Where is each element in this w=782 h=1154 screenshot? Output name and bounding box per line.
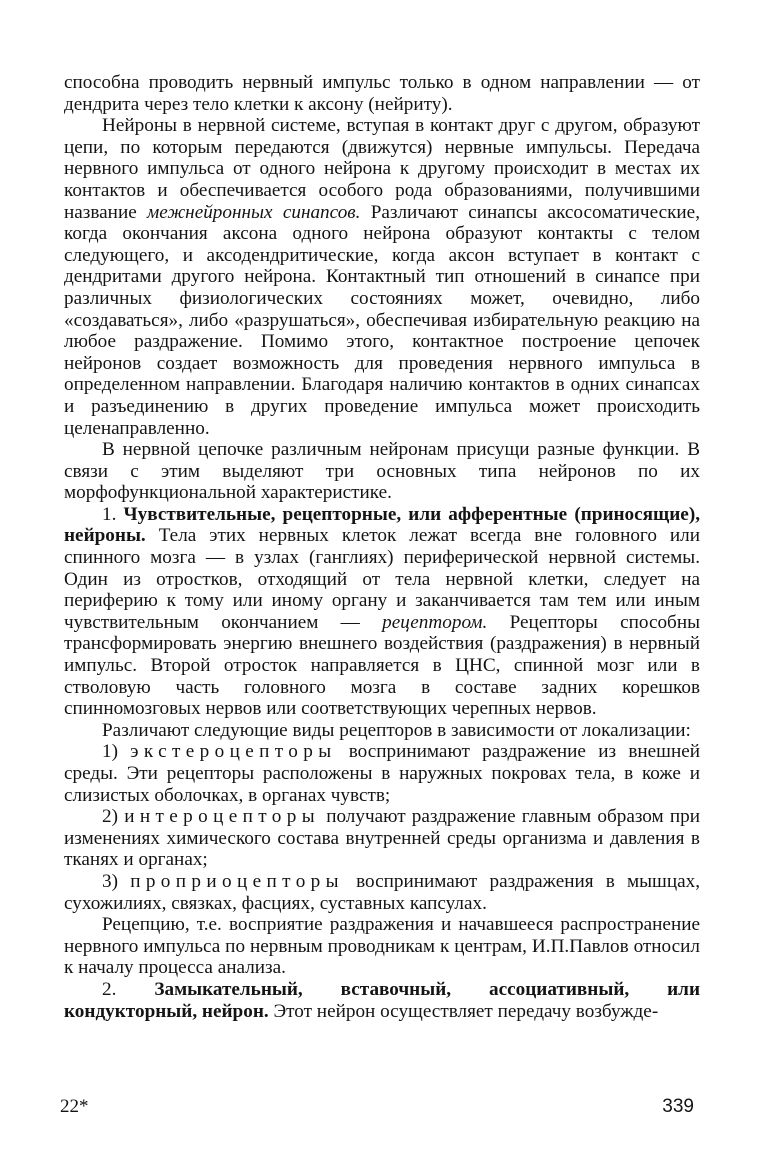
paragraph bbox=[64, 720, 700, 742]
page-text bbox=[64, 72, 700, 1022]
text-run: получают раздражение главным образом при изменениях химического состава внутренней среды организма и давления в тканях и органах; bbox=[64, 806, 701, 871]
list-item bbox=[64, 871, 700, 914]
text-run: воспринимают раздражение из внешней среды. Эти рецепторы расположены в наружных покровах тела, в коже и слизистых оболочках, в органах чувств; bbox=[64, 741, 700, 806]
bold-heading: Чувствительные, рецепторные, или афферентные (приносящие), нейроны. bbox=[64, 503, 700, 547]
item-number: 1) bbox=[102, 741, 131, 763]
paragraph bbox=[64, 115, 700, 439]
text-run: способна проводить нервный импульс только в одном направлении — от дендрита через тело клетки к аксону (нейриту). bbox=[64, 72, 700, 115]
text-run: В нервной цепочке различным нейронам присущи разные функции. В связи с этим выделяют три основных типа нейронов по их морфофункциональной характеристике. bbox=[64, 439, 700, 504]
paragraph bbox=[64, 979, 700, 1022]
text-run: воспринимают раздражения в мышцах, сухожилиях, связках, фасциях, суставных капсулах. bbox=[64, 870, 700, 914]
list-item bbox=[64, 806, 700, 871]
italic-term: межнейронных синапсов. bbox=[147, 201, 361, 223]
paragraph bbox=[64, 439, 700, 504]
text-run: Нейроны в нервной системе, вступая в контакт друг с другом, образуют цепи, по которым передаются (движутся) нервные импульсы. Передача нервного импульса от одного нейрона к другому происходит в местах их контактов и обеспечивается особого рода образованиями, получившими название bbox=[64, 115, 700, 223]
paragraph bbox=[64, 72, 700, 115]
text-run: Этот нейрон осуществляет передачу возбужде- bbox=[268, 1000, 659, 1022]
text-run: Различают синапсы аксосоматические, когда окончания аксона одного нейрона образуют контакты с телом следующего, и аксодендритические, когда аксон вступает в контакт с дендритами другого нейрона. Контактный тип отношений в синапсе при различных физиологических состояниях может, очевидно, либо «создаваться», либо «разрушаться», обеспечивая избирательную реакцию на любое раздражение. Помимо этого, контактное построение цепочек нейронов создает возможность для проведения нервного импульса в определенном направлении. Благодаря наличию контактов в одних синапсах и разъединению в других проведение импульса может происходить целенаправленно. bbox=[64, 201, 700, 439]
bold-heading: Замыкательный, вставочный, ассоциативный, или кондукторный, нейрон. bbox=[64, 978, 701, 1022]
text-run: Рецепцию, т.е. восприятие раздражения и начавшееся распространение нервного импульса по нервным проводникам к центрам, И.П.Павлов относил к началу процесса анализа. bbox=[64, 914, 700, 979]
item-number: 2) bbox=[102, 806, 125, 828]
item-number: 2. bbox=[102, 978, 155, 1000]
spaced-term: экстероцепторы bbox=[130, 741, 337, 763]
spaced-term: интероцепторы bbox=[124, 806, 320, 828]
text-run: Рецепторы способны трансформировать энергию внешнего воздействия (раздражения) в нервный импульс. Второй отросток направляется в ЦНС, спинной мозг или в стволовую часть головного мозга в составе задних корешков спинномозговых нервов или соответствующих черепных нервов. bbox=[64, 611, 700, 720]
list-item bbox=[64, 741, 700, 806]
item-number: 1. bbox=[102, 503, 124, 525]
spaced-term: проприоцепторы bbox=[130, 870, 344, 892]
italic-term: рецептором. bbox=[382, 611, 488, 633]
item-number: 3) bbox=[102, 870, 131, 892]
text-run: Тела этих нервных клеток лежат всегда вне головного или спинного мозга — в узлах (ганглиях) периферической нервной системы. Один из отростков, отходящий от тела нервной клетки, следует на периферию к тому или иному органу и заканчивается там тем или иным чувствительным окончанием — bbox=[64, 525, 700, 633]
text-run: Различают следующие виды рецепторов в зависимости от локализации: bbox=[102, 719, 691, 741]
paragraph bbox=[64, 914, 700, 979]
page-number: 339 bbox=[662, 1096, 694, 1117]
paragraph bbox=[64, 504, 700, 720]
signature-mark: 22* bbox=[60, 1096, 89, 1117]
